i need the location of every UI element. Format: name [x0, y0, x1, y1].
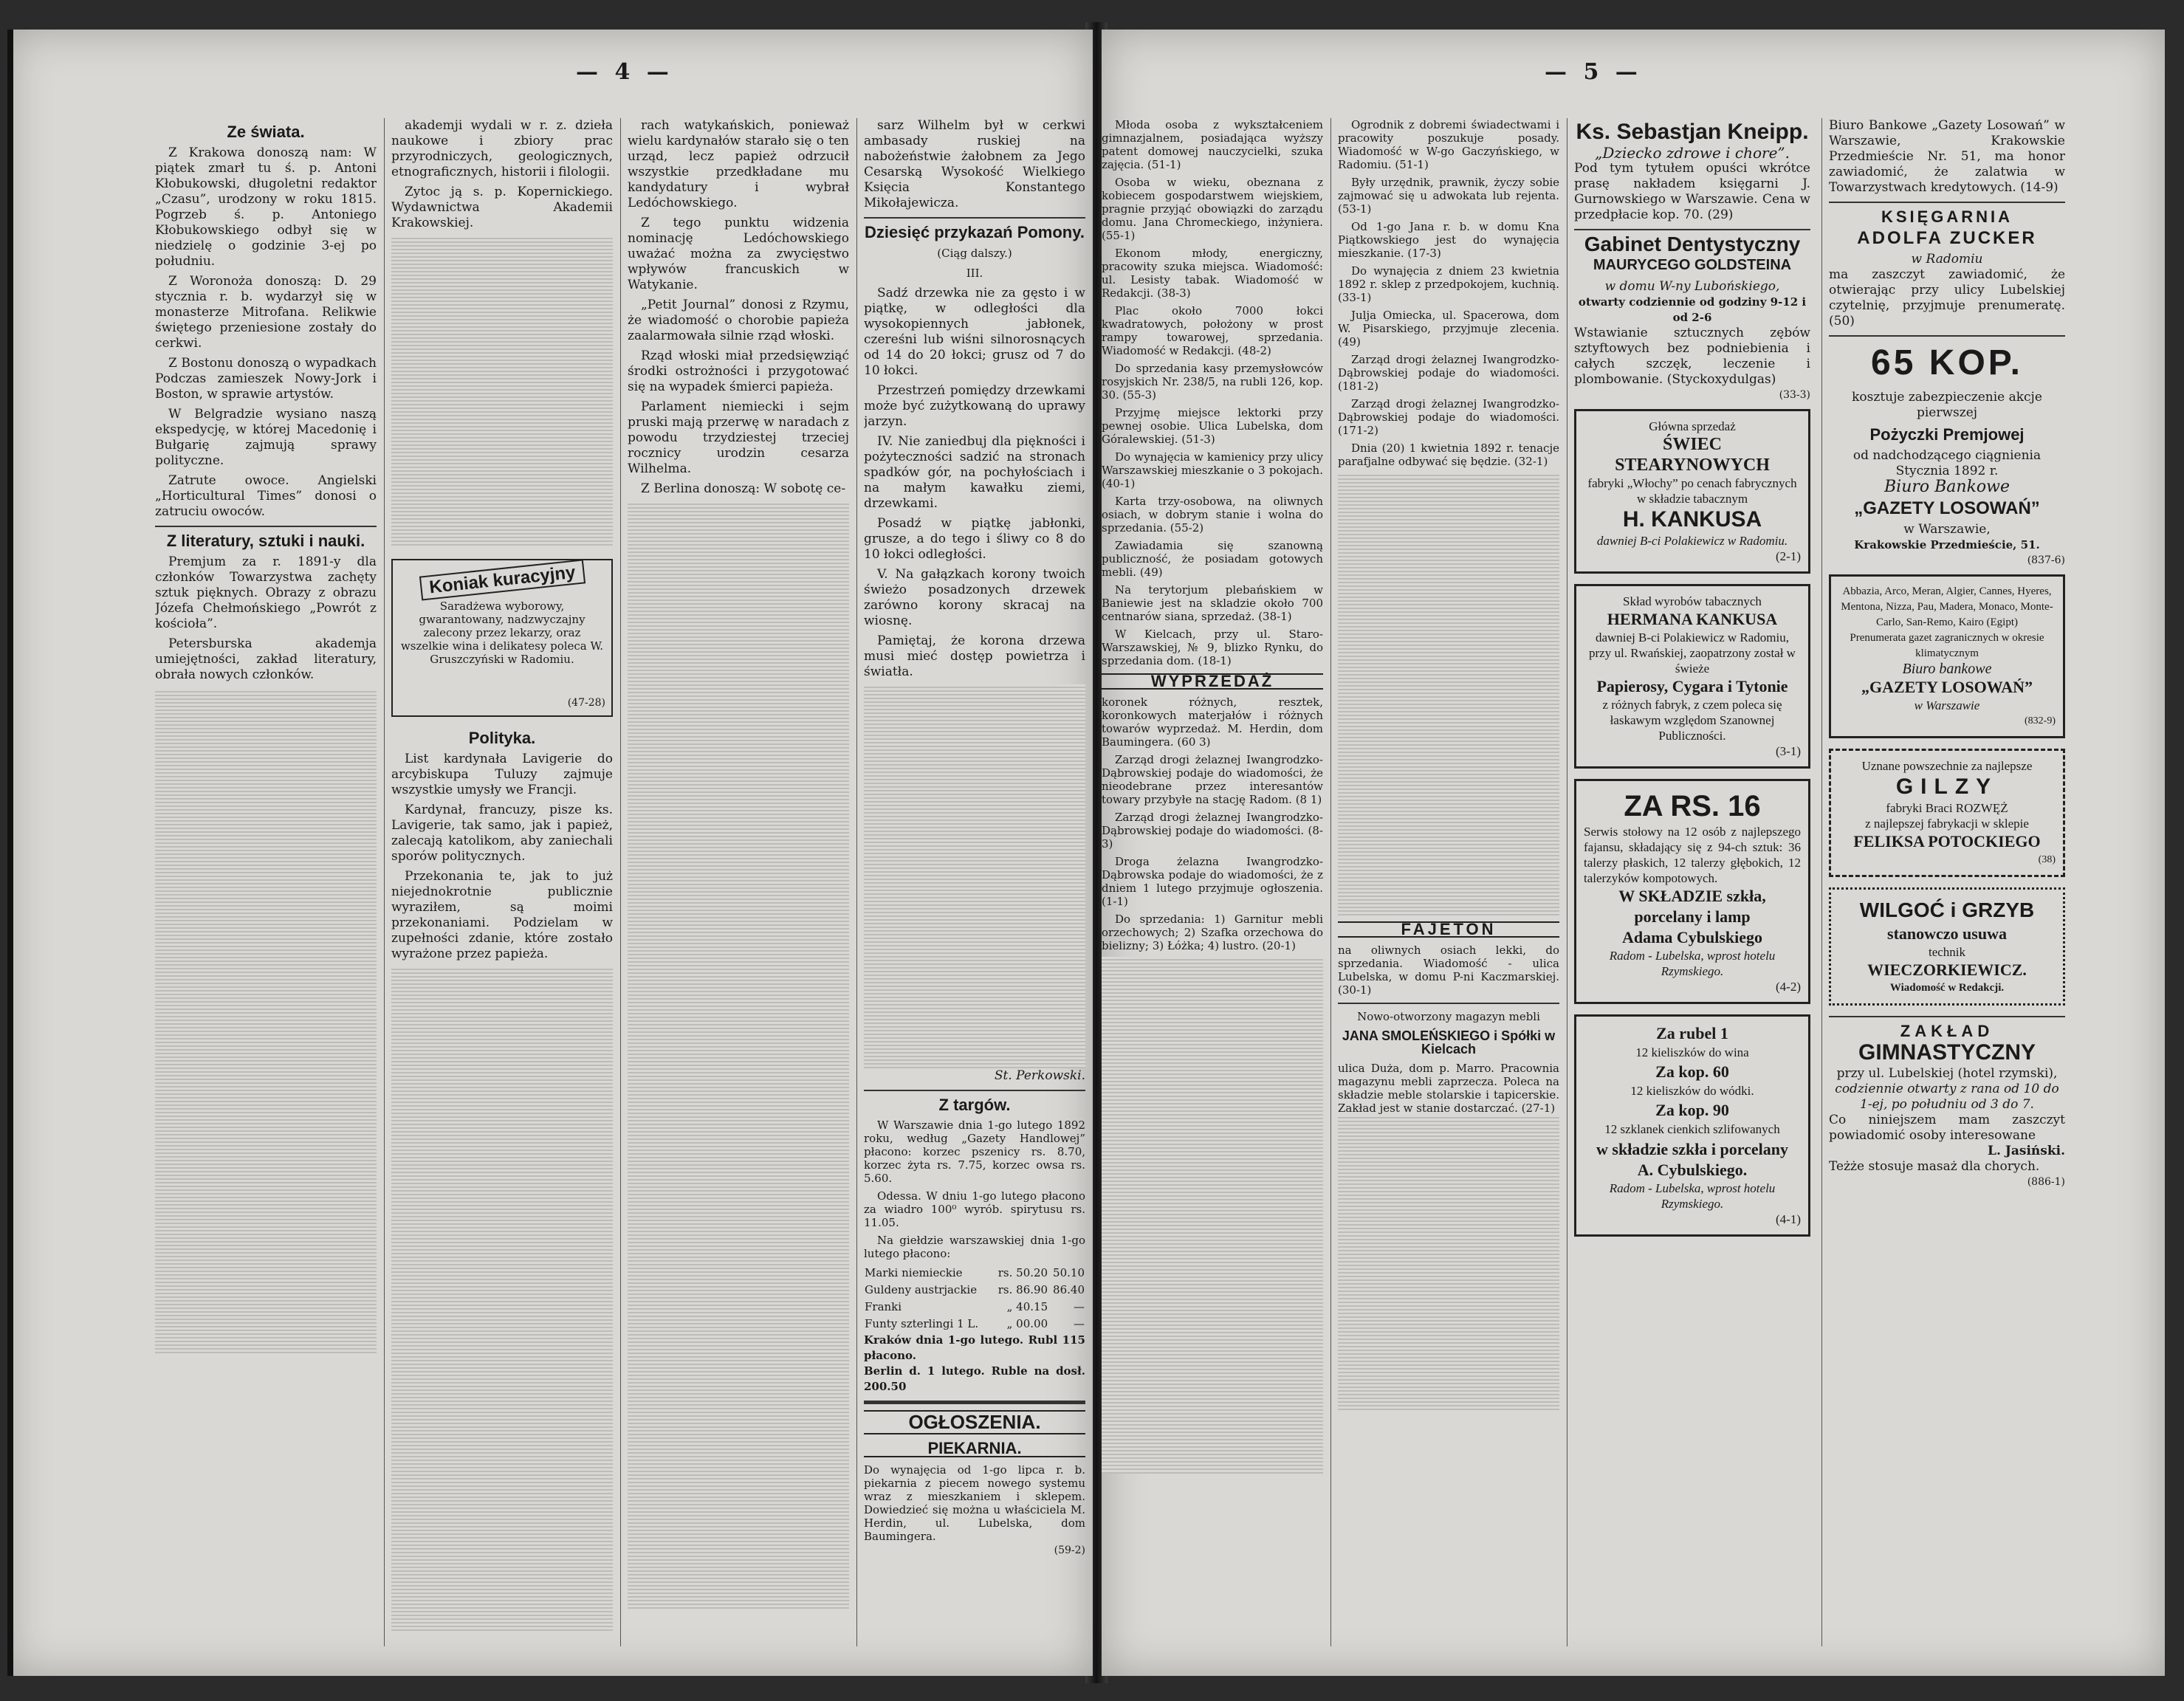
tobacco-advertisement: [1574, 584, 1810, 769]
ad-code: (4-2): [1776, 980, 1801, 994]
ad-owner: Adama Cybulskiego: [1621, 928, 1763, 946]
classified-ad: Na terytorjum plebańskiem w Baniewie jest na skladzie około 700 centnarów siana, sprzedaż. (38-1): [1102, 583, 1323, 623]
divider: [1829, 1016, 2065, 1017]
ad-address: Krakowskie Przedmieście, 51.: [1854, 538, 2040, 551]
ads-header: OGŁOSZENIA.: [864, 1410, 1085, 1434]
ad-subtitle: „Dziecko zdrowe i chore”.: [1595, 144, 1790, 162]
ad-hours: codziennie otwarty z rana od 10 do 1-ej, po południu od 3 do 7.: [1835, 1082, 2059, 1112]
price-line: Za kop. 60: [1655, 1062, 1729, 1081]
paragraph: Z Woronoża donoszą: D. 29 stycznia r. b. wydarzył się w monasterze Mitrofana. Relikwie świętego przeniesione zostały do cerkwi.: [155, 274, 377, 351]
ad-text: Do wynajęcia od 1-go lipca r. b. piekarnia z piecem nowego systemu wraz z mieszkaniem i sklepem. Dowiedzieć się można u właściciela M. Herdin, ul. Lubelska, dom Baumingera.: [864, 1463, 1085, 1543]
paragraph: Przestrzeń pomiędzy drzewkami może być zużytkowaną do uprawy jarzyn.: [864, 383, 1085, 429]
section-title: Z literatury, sztuki i nauki.: [166, 532, 365, 550]
glassware-advertisement: [1574, 1014, 1810, 1237]
section-title: Polityka.: [468, 729, 536, 747]
exchange-row: [864, 1299, 1085, 1316]
section-body: [864, 286, 1085, 680]
paragraph: IV. Nie zaniedbuj dla piękności i pożyteczności sadzić na stronach spadków gór, na pochyłościach i na małym kawałku ziemi, drzewkami.: [864, 434, 1085, 511]
classified-ad: Zawiadamia się szanowną publiczność, że posiadam gotowych mebli. (49): [1102, 539, 1323, 579]
ad-code: (47-28): [567, 697, 605, 709]
paragraph: Przekonania te, jak to już niejednokrotnie publicznie wyraziłem, są moimi przekonaniami. Podzielam w zupełności zdanie, które zostało wyrażone przez papieża.: [391, 869, 613, 961]
section-title: Ze świata.: [227, 123, 305, 141]
price-line: 12 kieliszków do wina: [1635, 1045, 1749, 1059]
divider: [1338, 1003, 1559, 1004]
divider: [1829, 335, 2065, 337]
ad-title: WILGOĆ i GRZYB: [1859, 898, 2035, 921]
ad-text: Teżże stosuje masaż dla chorych.: [1829, 1159, 2040, 1174]
classified-ad: Osoba w wieku, obeznana z kobiecem gospodarstwem wiejskiem, pragnie przyjąć obowiązki do zarządu domu. Jana Chromeckiego, inżyniera. (55-1): [1102, 176, 1323, 242]
left-column-4: [864, 118, 1085, 1654]
koniak-advertisement: [391, 559, 613, 717]
divider: [1574, 229, 1810, 230]
classified-ad: Przyjmę miejsce lektorki przy pewnej osobie. Ulica Lubelska, dom Góralewskiej. (51-3): [1102, 406, 1323, 446]
ad-title: Gabinet Dentystyczny: [1584, 233, 1801, 255]
section-body: [628, 118, 849, 497]
ad-code: (33-3): [1779, 389, 1810, 401]
divider: [1829, 202, 2065, 203]
paragraph: akademji wydali w r. z. dzieła naukowe i zbiory prac przyrodniczych, geologicznych, etnograficznych, historii i filologii.: [391, 118, 613, 179]
classified-ad: Były urzędnik, prawnik, życzy sobie zajmować się u adwokata lub rejenta. (53-1): [1338, 176, 1559, 216]
right-page: [1102, 30, 2165, 1676]
candles-advertisement: [1574, 409, 1810, 574]
ad-store: W SKŁADZIE szkła, porcelany i lamp: [1618, 887, 1766, 926]
ad-title: Pożyczki Premjowej: [1869, 425, 2025, 444]
column-rule: [384, 118, 385, 1646]
ad-city: w Radomiu: [1911, 252, 1983, 267]
ad-address: Radom - Lubelska, wprost hotelu Rzymskiego.: [1609, 1181, 1776, 1211]
ad-text: Główna sprzedaż: [1649, 419, 1736, 433]
left-edge-strip: [7, 30, 13, 1676]
ad-address: Radom - Lubelska, wprost hotelu Rzymskiego.: [1609, 949, 1776, 978]
section-subtitle: (Ciąg dalszy.): [937, 247, 1012, 260]
paragraph: List kardynała Lavigerie do arcybiskupa Tuluzy zajmuje wszystkie umysły we Francji.: [391, 752, 613, 797]
classified-ad: Julja Omiecka, ul. Spacerowa, dom W. Pisarskiego, przyjmuje zlecenia. (49): [1338, 309, 1559, 348]
ad-hours: otwarty codziennie od godziny 9-12 i od 2-6: [1578, 295, 1807, 324]
divider: [864, 217, 1085, 219]
ad-title: ŚWIEC STEARYNOWYCH: [1615, 435, 1770, 475]
exchange-cell: —: [1074, 1317, 1085, 1330]
ad-text: z różnych fabryk, z czem poleca się łaskawym względom Szanownej Publiczności.: [1602, 698, 1782, 743]
ad-city: w Warszawie,: [1903, 522, 1991, 537]
paragraph: sarz Wilhelm był w cerkwi ambasady ruskiej na nabożeństwie żałobnem za Jego Cesarską Wysokość Wielkiego Księcia Konstantego Mikołajewicza.: [864, 118, 1085, 210]
paragraph: W Belgradzie wysiano naszą ekspedycję, w której Macedonię i Bułgarię zajmują sprawy polityczne.: [155, 407, 377, 468]
price-line: 12 kieliszków do wódki.: [1630, 1084, 1754, 1098]
ad-name: H. KANKUSA: [1622, 507, 1762, 532]
classified-ad: Ogrodnik z dobremi świadectwami i pracowity poszukuje posady. Wiadomość w W-go Gaczyńskiego, w Radomiu. (51-1): [1338, 118, 1559, 171]
column-rule: [1330, 118, 1331, 1646]
left-page: [7, 30, 1093, 1676]
paragraph: Petersburska akademja umiejętności, zakład literatury, obrała nowych członków.: [155, 636, 377, 682]
exchange-cell: Marki niemieckie: [865, 1266, 963, 1279]
dense-text-block: [1102, 957, 1323, 1474]
exchange-cell: 86.40: [1053, 1283, 1085, 1296]
ad-store: w składzie szkła i porcelany: [1596, 1140, 1788, 1158]
exchange-row: [864, 1316, 1085, 1333]
ad-address: Wiadomość w Redakcji.: [1889, 982, 2005, 994]
classified-ad: Droga żelazna Iwangrodzko-Dąbrowska podaje do wiadomości, że z dniem 1 lutego przyjmuje ogłoszenia. (1-1): [1102, 855, 1323, 908]
ad-address: w domu W-ny Lubońskiego,: [1604, 279, 1780, 294]
ad-text: Co niniejszem mam zaszczyt powiadomić osoby interesowane: [1829, 1113, 2065, 1143]
paragraph: Z Berlina donoszą: W sobotę ce-: [641, 481, 846, 496]
ad-text: Abbazia, Arco, Meran, Algier, Cannes, Hyeres, Mentona, Nizza, Pau, Madera, Monaco, Monte-Carlo, San-Remo, Kairo (Egipt): [1841, 585, 2053, 628]
ad-text: Biuro Bankowe „Gazety Losowań” w Warszawie, Krakowskie Przedmieście Nr. 51, ma honor zawiadomić, że zalatwia w Towarzystwach kredytowych. (14-9): [1829, 118, 2065, 195]
divider: [155, 526, 377, 527]
exchange-cell: —: [1074, 1300, 1085, 1313]
dense-text-block: [864, 684, 1085, 1068]
left-column-2: [391, 118, 613, 1654]
paragraph: Rząd włoski miał przedsięwziąć środki ostrożności i przygotować się na wypadek śmierci papieża.: [628, 348, 849, 394]
ad-text: Saradżewa wyborowy, gwarantowany, nadzwyczajny zalecony przez lekarzy, oraz wszelkie wina i delikatesy poleca W. Gruszczyński w Radomiu.: [400, 599, 604, 666]
classified-ad: Ekonom młody, energiczny, pracowity szuka miejsca. Wiadomość: ul. Lesisty tabak. Wiadomość w Redakcji. (38-3): [1102, 247, 1323, 300]
section-body: [391, 118, 613, 231]
ad-text: koronek różnych, resztek, koronkowych materjałów i różnych towarów wyprzedaż. M. Herdin, dom Baumingera. (60 3): [1102, 695, 1323, 749]
classified-ad: Od 1-go Jana r. b. w domu Kna Piątkowskiego jest do wynajęcia mieszkanie. (17-3): [1338, 220, 1559, 260]
ad-biuro: Biuro bankowe: [1902, 661, 1992, 677]
ad-code: (832-9): [2025, 715, 2056, 726]
exchange-row: [864, 1282, 1085, 1299]
paragraph: Z Krakowa donoszą nam: W piątek zmarł tu ś. p. Antoni Kłobukowski, długoletni redaktor „Czasu”, urodzony w roku 1815. Pogrzeb ś. p. Antoniego Kłobukowskiego odbył się w niedzielę o godzinie 3-ej po południu.: [155, 145, 377, 269]
classified-ad: Zarząd drogi żelaznej Iwangrodzko-Dąbrowskiej podaje do wiadomości. (8-3): [1102, 811, 1323, 850]
classified-ad: W Kielcach, przy ul. Staro-Warszawskiej, № 9, blizko Rynku, do sprzedania dom. (18-1): [1102, 628, 1323, 667]
exchange-cell: Funty szterlingi 1 L.: [865, 1317, 979, 1330]
section-roman: III.: [966, 267, 983, 280]
right-column-4: [1829, 118, 2065, 1654]
paragraph: Z tego punktu widzenia nominację Ledóchowskiego uważać można za zwycięstwo wpływów francuskich w Watykanie.: [628, 216, 849, 292]
paragraph: Kardynał, francuzy, pisze ks. Lavigerie, tak samo, jak i papież, zalecają katolikom, aby zaniechali sporów politycznych.: [391, 803, 613, 864]
ad-title: GILZY: [1895, 774, 1999, 799]
resorts-advertisement: [1829, 574, 2065, 738]
market-line: Na giełdzie warszawskiej dnia 1-go lutego płacono:: [864, 1234, 1085, 1260]
paragraph: Sadź drzewka nie za gęsto i w piątkę, w odległości dla wysokopiennych jabłonek, czereśni lub wiśni silnorosnących od 14 do 20 łokci; grusz od 7 do 10 łokci.: [864, 286, 1085, 378]
column-rule: [856, 118, 857, 1646]
ad-address: dawniej B-ci Polakiewicz w Radomiu.: [1596, 534, 1788, 548]
exchange-row: [864, 1265, 1085, 1282]
paragraph: „Petit Journal” donosi z Rzymu, że wiadomość o chorobie papieża zaalarmowała silnie rząd włoski.: [628, 298, 849, 343]
ad-text: Pod tym tytułem opuści wkrótce prasę nakładem księgarni J. Gurnowskiego w Warszawie. Cena w przedpłacie kop. 70. (29): [1574, 161, 1810, 222]
ad-title: WYPRZEDAŻ: [1102, 673, 1323, 690]
classified-ad: Zarząd drogi żelaznej Iwangrodzko-Dąbrowskiej podaje do wiadomości. (181-2): [1338, 353, 1559, 393]
exchange-cell: rs. 50.20: [997, 1266, 1048, 1279]
ad-text: Prenumerata gazet zagranicznych w okresie klimatycznym: [1850, 632, 2044, 659]
ad-name: „GAZETY LOSOWAŃ”: [1861, 678, 2033, 696]
ad-text: Skład wyrobów tabacznych: [1623, 594, 1762, 608]
ad-owner: L. Jasiński.: [1988, 1144, 2065, 1158]
dense-text-block: [628, 501, 849, 1609]
classified-ad: Zarząd drogi żelaznej Iwangrodzko-Dąbrowskiej podaje do wiadomości. (171-2): [1338, 397, 1559, 437]
right-column-3: [1574, 118, 1810, 1654]
paragraph: Premjum za r. 1891-y dla członków Towarzystwa zachęty sztuk pięknych. Obrazy z obrazu Józefa Chełmońskiego „Powrót z kościoła”.: [155, 554, 377, 631]
classified-ads: [1102, 118, 1323, 667]
dense-text-block: [155, 689, 377, 1353]
divider: [864, 1401, 1085, 1404]
paragraph: Pamiętaj, że korona drzewa musi mieć dostęp powietrza i światła.: [864, 633, 1085, 679]
paragraph: Zatrute owoce. Angielski „Horticultural Times” donosi o zatruciu owoców.: [155, 473, 377, 519]
ad-name: „GAZETY LOSOWAŃ”: [1854, 498, 2040, 518]
left-column-1: [155, 118, 377, 1654]
ad-title: JANA SMOLEŃSKIEGO i Spółki w Kielcach: [1342, 1028, 1556, 1056]
classified-ad: Do wynajęcia z dniem 23 kwietnia 1892 r. sklep z przedpokojem, kuchnią. (33-1): [1338, 264, 1559, 304]
price-line: Za rubel 1: [1656, 1024, 1728, 1042]
classified-ad: Plac około 7000 łokci kwadratowych, położony w prost rampy towarowej, sprzedania. Wiadomość w Redakcji. (48-2): [1102, 304, 1323, 357]
classified-ads: [1102, 753, 1323, 952]
ad-text: fabryki „Włochy” po cenach fabrycznych w składzie tabacznym: [1587, 476, 1797, 506]
dense-text-block: [391, 236, 613, 546]
exchange-cell: 50.10: [1053, 1266, 1085, 1279]
dense-text-block: [1338, 472, 1559, 915]
ad-products: Papierosy, Cygara i Tytonie: [1596, 677, 1788, 695]
exchange-cell: Guldeny austrjackie: [865, 1283, 978, 1296]
ad-maker: fabryki Braci ROZWĘŻ: [1886, 801, 2008, 815]
classified-ad: Karta trzy-osobowa, na oliwnych osiach, w dobrym stanie i wolna do sprzedania. (55-2): [1102, 495, 1323, 535]
ad-title: Ks. Sebastjan Kneipp.: [1576, 120, 1809, 144]
exchange-footer-berlin: Berlin d. 1 lutego. Ruble na dosł. 200.50: [864, 1364, 1085, 1393]
paragraph: V. Na gałązkach korony twoich świeżo posadzonych drzewek zarówno korony skracaj na wiosnę.: [864, 567, 1085, 628]
exchange-table: [864, 1265, 1085, 1333]
ad-name: MAURYCEGO GOLDSTEINA: [1593, 257, 1792, 273]
paragraph: Parlament niemiecki i sejm pruski mają przerwę w naradach z powodu trzydziestej trzeciej rocznicy urodzin cesarza Wilhelma.: [628, 399, 849, 476]
ad-text: kosztuje zabezpieczenie akcje pierwszej: [1852, 390, 2042, 420]
ad-title: ZA RS. 16: [1624, 790, 1761, 822]
column-rule: [620, 118, 621, 1646]
divider: [864, 1090, 1085, 1091]
ad-code: (837-6): [2027, 554, 2065, 566]
page-number-left: — 4 —: [576, 59, 673, 85]
column-rule: [1821, 118, 1822, 1646]
ad-code: (59-2): [1054, 1544, 1085, 1556]
exchange-cell: „ 40.15: [1006, 1300, 1048, 1313]
ad-city: w Warszawie: [1914, 698, 1980, 712]
section-body: [155, 554, 377, 683]
section-body: [155, 145, 377, 520]
ad-code: (4-1): [1776, 1212, 1801, 1226]
ad-code: (886-1): [2027, 1176, 2065, 1188]
paragraph: rach watykańskich, ponieważ wielu kardynałów starało się o ten urząd, lecz papież odrzucił wszystkie przedkładane mu kandydatury i wybrał Ledóchowskiego.: [628, 118, 849, 210]
left-column-3: [628, 118, 849, 1654]
classified-ad: Dnia (20) 1 kwietnia 1892 r. tenacje parafjalne odbywać się będzie. (32-1): [1338, 441, 1559, 468]
ad-name: GIMNASTYCZNY: [1858, 1040, 2036, 1065]
classified-ad: Do sprzedania kasy przemysłowców rosyjskich Nr. 238/5, na rubli 126, kop. 30. (55-3): [1102, 362, 1323, 402]
damp-fungus-advertisement: [1829, 887, 2065, 1006]
price-line: 12 szklanek cienkich szlifowanych: [1604, 1122, 1780, 1136]
classified-ad: Młoda osoba z wykształceniem gimnazjalnem, posiadająca wyższy patent domowej nauczycielki, szuka zajęcia. (51-1): [1102, 118, 1323, 171]
ad-subtitle: stanowczo usuwa: [1887, 924, 2007, 943]
ad-owner: A. Cybulskiego.: [1637, 1161, 1748, 1179]
ad-text: Serwis stołowy na 12 osób z najlepszego fajansu, składający się z 94-ch sztuk: 36 talerzy płaskich, 12 talerzy głębokich, 12 talerzyków kompotowych.: [1584, 825, 1801, 885]
market-line: W Warszawie dnia 1-go lutego 1892 roku, według „Gazety Handlowej” płacono: korzec pszenicy rs. 8.70, korzec żyta rs. 7.75, korzec owsa rs. 5.60.: [864, 1118, 1085, 1185]
right-column-1: [1102, 118, 1323, 1654]
price-headline: 65 KOP.: [1871, 343, 2023, 382]
ad-title: PIEKARNIA.: [864, 1440, 1085, 1457]
ad-text: z najlepszej fabrykacji w sklepie: [1865, 817, 2029, 831]
exchange-footer: Kraków dnia 1-go lutego. Rubl 115 płacono.: [864, 1333, 1085, 1362]
ad-name: HERMANA KANKUSA: [1607, 610, 1778, 628]
ad-title: ZAKŁAD: [1900, 1022, 1994, 1040]
section-body: [391, 752, 613, 962]
price-lines: [1584, 1024, 1801, 1139]
ad-text: Wstawianie sztucznych zębów sztyftowych bez podniebienia i całych szczęk, leczenie i plombowanie. (Styckoxydulgas): [1574, 326, 1810, 387]
ad-seller: FELIKSA POTOCKIEGO: [1853, 832, 2041, 850]
ad-title: Koniak kuracyjny: [419, 559, 586, 600]
ad-text: od nadchodzącego ciągnienia Stycznia 1892 r.: [1852, 448, 2042, 478]
paragraph: Posadź w piątkę jabłonki, grusze, a do tego i śliwy co 8 do 10 łokci odległości.: [864, 516, 1085, 562]
ad-text: Uznane powszechnie za najlepsze: [1861, 759, 2033, 773]
right-column-2: [1338, 118, 1559, 1654]
cigarette-tubes-advertisement: [1829, 749, 2065, 877]
classified-ad: Zarząd drogi żelaznej Iwangrodzko-Dąbrowskiej podaje do wiadomości, że nieodebrane przez interesantów towary przybyłe na stację Radom. (8 1): [1102, 753, 1323, 806]
ad-name: WIECZORKIEWICZ.: [1867, 961, 2027, 979]
ad-address: przy ul. Lubelskiej (hotel rzymski),: [1836, 1066, 2058, 1081]
paragraph: Z Bostonu donoszą o wypadkach Podczas zamieszek Nowy-Jork i Boston, w sprawie artystów.: [155, 356, 377, 402]
exchange-cell: rs. 86.90: [997, 1283, 1048, 1296]
ad-title: KSIĘGARNIA: [1881, 207, 2013, 226]
ad-text: na oliwnych osiach lekki, do sprzedania. Wiadomość - ulica Lubelska, w domu P-ni Kaczmarskiej. (30-1): [1338, 944, 1559, 997]
tableware-advertisement: [1574, 779, 1810, 1004]
ad-text: ma zaszczyt zawiadomić, że otwierając przy ulicy Lubelskiej czytelnię, przyjmuje prenumeratę. (50): [1829, 267, 2065, 329]
section-title: Dziesięć przykazań Pomony.: [865, 223, 1085, 241]
ad-code: (2-1): [1776, 549, 1801, 563]
classified-ad: Do sprzedania: 1) Garnitur mebli orzechowych; 2) Szafka orzechowa do bielizny; 3) Łóżka; 4) lustro. (20-1): [1102, 913, 1323, 952]
page-number-right: — 5 —: [1545, 59, 1642, 85]
dense-text-block: [391, 966, 613, 1631]
section-title: Z targów.: [938, 1096, 1011, 1114]
price-line: Za kop. 90: [1655, 1101, 1729, 1119]
ad-code: (38): [2038, 854, 2056, 865]
paragraph: Zytoc ją s. p. Kopernickiego. Wydawnictwa Akademii Krakowskiej.: [391, 185, 613, 230]
ad-name: ADOLFA ZUCKER: [1857, 228, 2037, 248]
ad-code: (3-1): [1776, 744, 1801, 758]
ad-biuro: Biuro Bankowe: [1883, 478, 2010, 496]
classified-ad: Do wynajęcia w kamienicy przy ulicy Warszawskiej mieszkanie o 3 pokojach. (40-1): [1102, 450, 1323, 490]
exchange-cell: Franki: [865, 1300, 902, 1313]
market-report: [864, 1118, 1085, 1260]
market-line: Odessa. W dniu 1-go lutego płacono za wiadro 100⁰ wyrób. spirytusu rs. 11.05.: [864, 1189, 1085, 1229]
classified-ads: [1338, 118, 1559, 468]
dense-text-block: [1338, 1115, 1559, 1410]
ad-text: technik: [1928, 945, 1966, 959]
ad-text: ulica Duża, dom p. Marro. Pracownia magazynu mebli zaprzecza. Poleca na składzie meble stolarskie i tapicerskie. Zakład jest w stanie dostarczać. (27-1): [1338, 1062, 1559, 1115]
ad-text: dawniej B-ci Polakiewicz w Radomiu, przy ul. Rwańskiej, zaopatrzony został w świeże: [1589, 630, 1796, 676]
exchange-cell: „ 00.00: [1006, 1317, 1048, 1330]
ad-intro: Nowo-otworzony magazyn mebli: [1357, 1010, 1540, 1023]
article-signature: St. Perkowski.: [994, 1068, 1085, 1083]
section-body: [864, 118, 1085, 211]
ad-title: FAJETON: [1338, 921, 1559, 938]
